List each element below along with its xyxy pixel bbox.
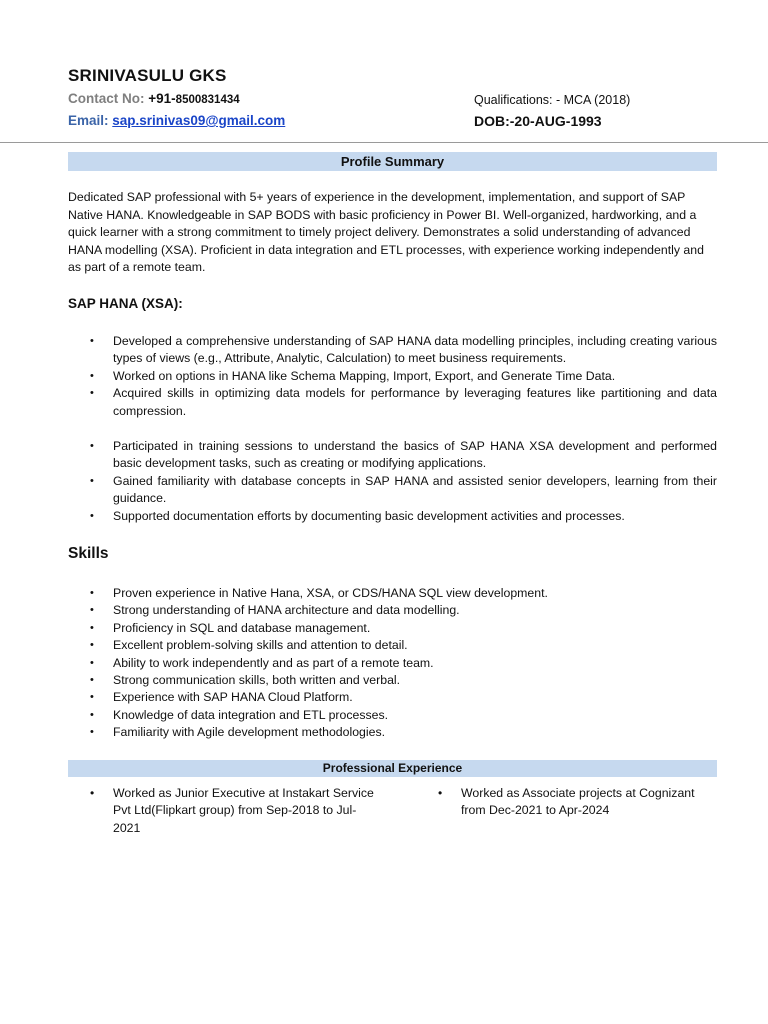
bullet-icon: • — [90, 786, 95, 800]
list-item — [90, 672, 717, 689]
bullet-icon: • — [90, 387, 94, 400]
bullet-icon: • — [90, 509, 94, 522]
bullet-icon: • — [90, 708, 94, 721]
list-item-text: Acquired skills in optimizing data models for performance by leveraging features like partitioning and data compression. — [113, 386, 717, 418]
candidate-name: SRINIVASULU GKS — [68, 66, 227, 85]
date-of-birth: DOB:-20-AUG-1993 — [474, 113, 602, 129]
list-item — [90, 585, 717, 602]
list-item-text: Proficiency in SQL and database management. — [113, 620, 371, 635]
bullet-icon: • — [90, 440, 94, 452]
list-item — [90, 637, 717, 654]
professional-experience-heading: Professional Experience — [68, 760, 717, 777]
profile-summary-text: Dedicated SAP professional with 5+ years of experience in the development, implementation, and support of SAP Native HANA. Knowledgeable in SAP BODS with basic proficiency in Power BI. Well-organized, hardworking, and a quick learner with a strong commitment to timely project delivery. Demonstrates a solid understanding of advanced HANA modelling (XSA). Proficient in data integration and ETL processes, with experience working independently and as part of a remote team. — [68, 190, 704, 274]
bullet-icon: • — [90, 335, 94, 347]
profile-summary-heading: Profile Summary — [68, 152, 717, 171]
list-item-text: Excellent problem-solving skills and attention to detail. — [113, 638, 408, 653]
list-item — [90, 620, 717, 637]
sap-hana-heading: SAP HANA (XSA): — [68, 296, 183, 311]
list-item-text: Supported documentation efforts by documenting basic development activities and processes. — [113, 508, 625, 523]
list-item-text: Participated in training sessions to understand the basics of SAP HANA XSA development and performed basic development tasks, such as creating or modifying applications. — [113, 439, 717, 471]
list-item — [90, 724, 717, 741]
contact-label: Contact No: — [68, 91, 145, 106]
skills-list — [90, 585, 717, 742]
list-item-text: Proven experience in Native Hana, XSA, or CDS/HANA SQL view development. — [113, 586, 548, 600]
list-item-text: Strong communication skills, both written and verbal. — [113, 673, 401, 688]
list-item-text: Strong understanding of HANA architecture and data modelling. — [113, 603, 460, 618]
list-item — [90, 707, 717, 724]
bullet-icon: • — [90, 621, 94, 634]
bullet-icon: • — [438, 786, 443, 800]
list-item — [90, 689, 717, 706]
bullet-icon: • — [90, 604, 94, 617]
list-item-text: Familiarity with Agile development methodologies. — [113, 725, 386, 740]
header-divider — [0, 142, 768, 143]
list-item-text: Knowledge of data integration and ETL processes. — [113, 707, 389, 722]
list-item-text: Experience with SAP HANA Cloud Platform. — [113, 690, 353, 705]
experience-item-2 — [438, 785, 717, 820]
list-item — [90, 368, 717, 385]
sap-hana-list-1 — [90, 333, 717, 420]
list-item-text: Ability to work independently and as part of a remote team. — [113, 655, 434, 670]
bullet-icon: • — [90, 369, 94, 382]
qualifications: Qualifications: - MCA (2018) — [474, 93, 631, 107]
bullet-icon: • — [90, 474, 94, 487]
bullet-icon: • — [90, 726, 94, 739]
bullet-icon: • — [90, 587, 94, 599]
list-item — [90, 508, 717, 525]
list-item-text: Worked on options in HANA like Schema Mapping, Import, Export, and Generate Time Data. — [113, 368, 616, 383]
list-item — [90, 473, 717, 508]
bullet-icon: • — [90, 691, 94, 704]
list-item — [90, 438, 717, 473]
experience-text: Worked as Junior Executive at Instakart Service Pvt Ltd(Flipkart group) from Sep-2018 to Jul-2021 — [113, 786, 374, 835]
list-item-text: Developed a comprehensive understanding of SAP HANA data modelling principles, including creating various types of views (e.g., Attribute, Analytic, Calculation) to meet business requirements. — [113, 334, 717, 366]
list-item — [90, 385, 717, 420]
bullet-icon: • — [90, 674, 94, 687]
experience-text: Worked as Associate projects at Cognizant from Dec-2021 to Apr-2024 — [461, 786, 695, 818]
contact-row — [68, 91, 240, 106]
phone-number: 8500831434 — [175, 94, 240, 106]
list-item — [90, 602, 717, 619]
list-item — [90, 333, 717, 368]
bullet-icon: • — [90, 639, 94, 652]
sap-hana-list-2 — [90, 438, 717, 525]
bullet-icon: • — [90, 656, 94, 669]
skills-heading: Skills — [68, 545, 109, 562]
list-item-text: Gained familiarity with database concepts in SAP HANA and assisted senior developers, learning from their guidance. — [113, 473, 717, 506]
experience-item-1 — [90, 785, 383, 837]
email-row — [68, 113, 285, 128]
list-item — [90, 655, 717, 672]
email-link[interactable]: sap.srinivas09@gmail.com — [112, 113, 286, 128]
phone-prefix: +91- — [148, 91, 176, 106]
email-label: Email: — [68, 113, 109, 128]
